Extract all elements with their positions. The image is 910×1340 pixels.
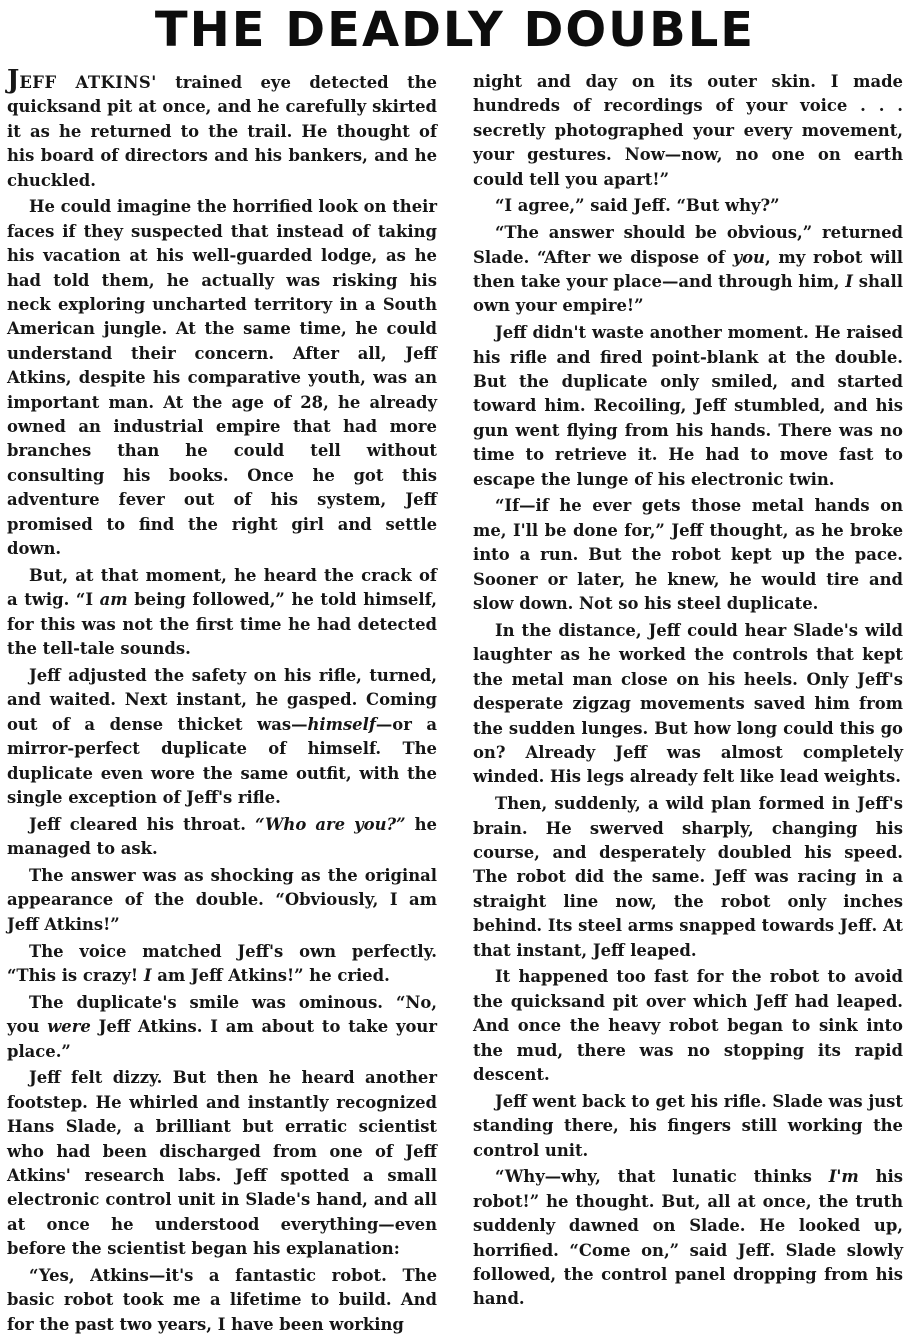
paragraph: The answer was as shocking as the original appearance of the double. “Obviously, I am Jeff Atkins!”: [7, 865, 437, 934]
story-title: THE DEADLY DOUBLE: [154, 2, 756, 58]
paragraph: night and day on its outer skin. I made hundreds of recordings of your voice . . . secretly photographed your every movement, your gestures. Now—now, no one on earth could tell you apart!”: [473, 72, 903, 189]
paragraph: It happened too fast for the robot to avoid the quicksand pit over which Jeff had leaped. And once the heavy robot began to sink into the mud, there was no stopping its rapid descent.: [473, 967, 903, 1084]
right-column: [473, 70, 903, 1314]
paragraph: Jeff went back to get his rifle. Slade was just standing there, his fingers still working the control unit.: [473, 1091, 903, 1160]
paragraph: “Yes, Atkins—it's a fantastic robot. The basic robot took me a lifetime to build. And for the past two years, I have been working: [7, 1266, 437, 1334]
paragraph: Then, suddenly, a wild plan formed in Jeff's brain. He swerved sharply, changing his course, and desperately doubled his speed. The robot did the same. Jeff was racing in a straight line now, the robot only inches behind. Its steel arms snapped towards Jeff. At that instant, Jeff leaped.: [473, 794, 903, 960]
paragraph: “Why—why, that lunatic thinks I'm his robot!” he thought. But, all at once, the truth suddenly dawned on Slade. He looked up, horrified. “Come on,” said Jeff. Slade slowly followed, the control panel dropping from his hand.: [473, 1167, 903, 1309]
paragraph: Jeff adjusted the safety on his rifle, turned, and waited. Next instant, he gasped. Coming out of a dense thicket was—himself—or a mirror-perfect duplicate of himself. The duplicate even wore the same outfit, with the single exception of Jeff's rifle.: [7, 665, 437, 807]
drop-cap: J: [7, 65, 20, 95]
paragraph: “The answer should be obvious,” returned Slade. “After we dispose of you, my robot will then take your place—and through him, I shall own your empire!”: [473, 223, 903, 316]
paragraph: The duplicate's smile was ominous. “No, you were Jeff Atkins. I am about to take your place.”: [7, 992, 437, 1061]
left-column: [7, 65, 437, 1340]
paragraph: Jeff didn't waste another moment. He raised his rifle and fired point-blank at the double. But the duplicate only smiled, and started toward him. Recoiling, Jeff stumbled, and his gun went flying from his hands. There was no time to retrieve it. He had to move fast to escape the lunge of his electronic twin.: [473, 323, 903, 489]
paragraph: He could imagine the horrified look on their faces if they suspected that instead of taking his vacation at his well-guarded lodge, as he had told them, he actually was risking his neck exploring uncharted territory in a South American jungle. At the same time, he could understand their concern. After all, Jeff Atkins, despite his comparative youth, was an important man. At the age of 28, he already owned an industrial empire that had more branches than he could tell without consulting his books. Once he got this adventure fever out of his system, Jeff promised to find the right girl and settle down.: [7, 197, 437, 559]
paragraph: But, at that moment, he heard the crack of a twig. “I am being followed,” he told himself, for this was not the first time he had detected the tell-tale sounds.: [7, 565, 437, 659]
paragraph: The voice matched Jeff's own perfectly. “This is crazy! I am Jeff Atkins!” he cried.: [7, 941, 437, 985]
paragraph: In the distance, Jeff could hear Slade's wild laughter as he worked the controls that kept the metal man close on his heels. Only Jeff's desperate zigzag movements saved him from the sudden lunges. But how long could this go on? Already Jeff was almost completely winded. His legs already felt like lead weights.: [473, 620, 903, 787]
character-name: EFF ATKINS': [19, 73, 157, 92]
paragraph: “If—if he ever gets those metal hands on me, I'll be done for,” Jeff thought, as he broke into a run. But the robot kept up the pace. Sooner or later, he knew, he would tire and slow down. Not so his steel duplicate.: [473, 496, 903, 614]
paragraph: JEFF ATKINS' trained eye detected the quicksand pit at once, and he carefully skirted it as he returned to the trail. He thought of his board of directors and his bankers, and he chuckled.: [7, 65, 437, 190]
paragraph: Jeff cleared his throat. “Who are you?” he managed to ask.: [7, 814, 437, 859]
paragraph: Jeff felt dizzy. But then he heard another footstep. He whirled and instantly recognized Hans Slade, a brilliant but erratic scientist who had been discharged from one of Jeff Atkins' research labs. Jeff spotted a small electronic control unit in Slade's hand, and all at once he understood everything—even before the scientist began his explanation:: [7, 1068, 437, 1259]
paragraph: “I agree,” said Jeff. “But why?”: [495, 196, 780, 216]
